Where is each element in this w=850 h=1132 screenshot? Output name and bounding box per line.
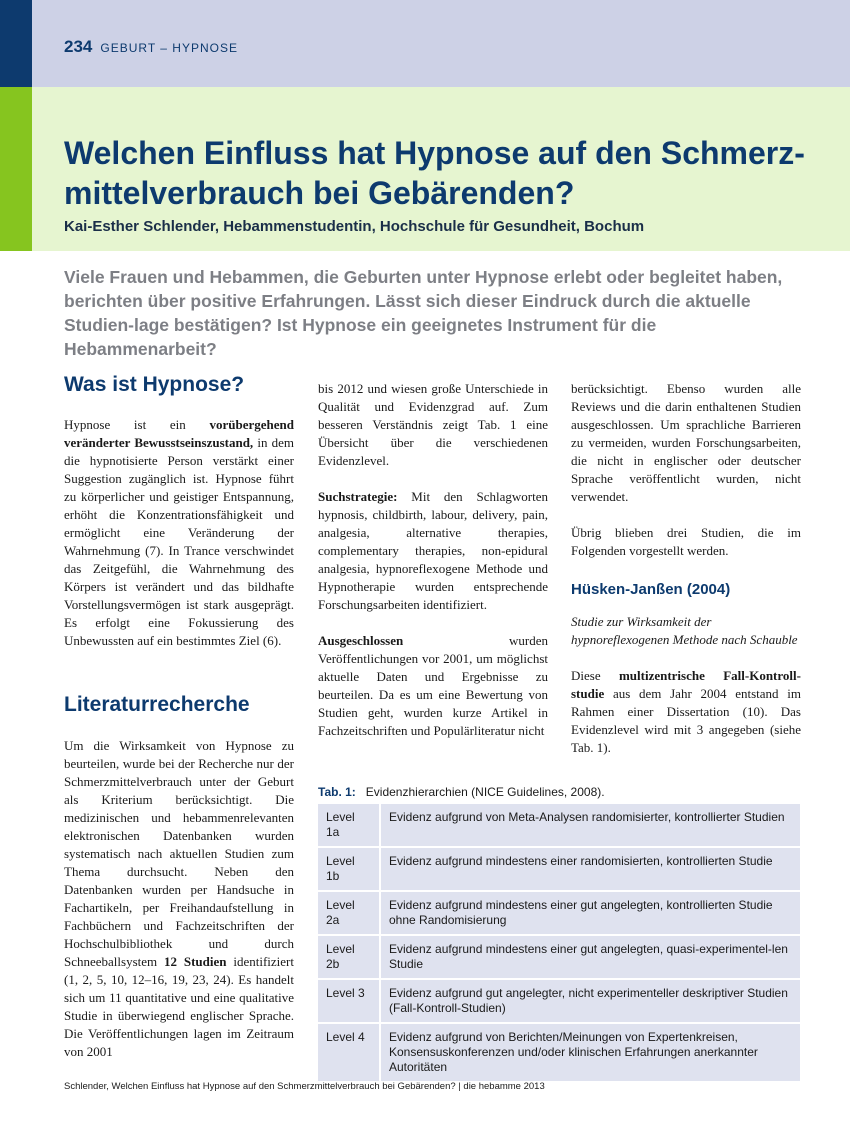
table-row [318,847,800,891]
paragraph [64,416,294,650]
table-caption [318,785,605,799]
bold-text: Suchstrategie: [318,489,398,504]
title-block [0,87,850,251]
column-3-block-1 [571,380,801,560]
bold-text: multizentrische Fall-Kontroll-studie [571,668,801,701]
text-span: aus dem Jahr 2004 entstand im Rahmen einer Dissertation (10). Das Evidenzlevel wird mit 3 angegeben (siehe Tab. 1). [571,686,801,755]
article-title [64,133,824,213]
paragraph: bis 2012 und wiesen große Unterschiede in Qualität und Evidenzgrad auf. Zum besseren Verständnis zeigt Tab. 1 eine Übersicht über die verschiedenen Evidenzlevel. [318,381,548,468]
paragraph: Übrig blieben drei Studien, die im Folgenden vorgestellt werden. [571,525,801,558]
evidence-table [318,804,800,1083]
evidence-description-cell: Evidenz aufgrund mindestens einer gut angelegten, quasi-experimentel-len Studie [380,935,800,979]
text-span: wurden Veröffentlichungen vor 2001, um möglichst aktuelle Daten und Ergebnisse zu beurteilen. Da es um eine Bewertung von Studien geht, wurden kurze Artikel in Fachzeitschriften und Populärliteratur nicht [318,633,548,738]
column-1-block-2 [64,737,294,1061]
evidence-table-body [318,804,800,1082]
evidence-level-cell: Level 1a [318,804,380,847]
evidence-description-cell: Evidenz aufgrund mindestens einer randomisierten, kontrollierten Studie [380,847,800,891]
evidence-level-cell: Level 2a [318,891,380,935]
text-span: identifiziert (1, 2, 5, 10, 12–16, 19, 23, 24). Es handelt sich um 11 quantitative und eine qualitative Studie in überwiegend englischer Sprache. Die Veröffentlichungen lagen im Zeitraum von 2001 [64,954,294,1059]
paragraph [571,667,801,757]
paragraph-excluded [318,632,548,740]
bold-text: Ausgeschlossen [318,633,404,648]
title-line-1: Welchen Einfluss hat Hypnose auf den Schmerz- [64,135,805,171]
study-subtitle: Studie zur Wirksamkeit der hypnoreflexogenen Methode nach Schauble [571,614,798,647]
table-row [318,1023,800,1082]
column-3-block-2 [571,613,801,757]
bold-text: vorübergehend veränderter Bewusstseinszustand, [64,417,294,450]
section-label: GEBURT – HYPNOSE [100,41,238,55]
bold-text: 12 Studien [164,954,227,969]
text-span: Um die Wirksamkeit von Hypnose zu beurteilen, wurde bei der Recherche nur der Schmerzmittelverbrauch unter der Geburt als Kriterium berücksichtigt. Die medizinischen und hebammenrelevanten elektronischen Datenbanken wurden systematisch nach aktuellen Studien zum Thema durchsucht. Neben den Datenbanken wurden per Handsuche in Fachartikeln, per Freihandaufstellung in Fachbüchern und Fachzeitschriften der Hochschulbibliothek und durch Schneeballsystem [64,738,294,969]
evidence-level-cell: Level 2b [318,935,380,979]
heading-was-ist-hypnose: Was ist Hypnose? [64,373,245,396]
table-row [318,804,800,847]
evidence-description-cell: Evidenz aufgrund von Berichten/Meinungen von Expertenkreisen, Konsensuskonferenzen und/oder klinischen Erfahrungen anerkannter Autoritäten [380,1023,800,1082]
evidence-description-cell: Evidenz aufgrund gut angelegter, nicht experimenteller deskriptiver Studien (Fall-Kontroll-Studien) [380,979,800,1023]
heading-literaturrecherche: Literaturrecherche [64,693,250,716]
evidence-description-cell: Evidenz aufgrund mindestens einer gut angelegten, kontrollierten Studie ohne Randomisierung [380,891,800,935]
evidence-level-cell: Level 3 [318,979,380,1023]
paragraph-search-strategy [318,488,548,614]
page-number: 234 [64,37,93,56]
title-line-2: mittelverbrauch bei Gebärenden? [64,175,575,211]
table-label: Tab. 1: [318,785,356,799]
table-row [318,891,800,935]
text-span: Diese [571,668,619,683]
running-header [0,0,850,87]
heading-huesken-janssen: Hüsken-Janßen (2004) [571,581,731,598]
paragraph [64,737,294,1061]
column-1-block-1 [64,416,294,650]
text-span: Mit den Schlagworten hypnosis, childbirth, labour, delivery, pain, analgesia, alternative therapies, complementary therapies, non-epidural analgesia, hypnoreflexogene Methode und Hypnotherapie wurden entsprechende Forschungsarbeiten identifiziert. [318,489,548,612]
header-accent-bar [0,0,32,87]
table-row [318,935,800,979]
table-caption-text: Evidenzhierarchien (NICE Guidelines, 2008). [365,785,605,799]
text-span: in dem die hypnotisierte Person verstärkt einer Suggestion zugänglich ist. Hypnose führt zu körperlicher und geistiger Entspannung, erhöht die Konzentrationsfähigkeit und ermöglicht eine Veränderung der Wahrnehmung (7). In Trance verschwindet das Zeitgefühl, die Wahrnehmung des Körpers ist verändert und das bildhafte Vorstellungsvermögen ist stark ausgeprägt. Es erfolgt eine Fokussierung des Unbewussten auf ein bestimmtes Ziel (6). [64,435,294,648]
lead-paragraph: Viele Frauen und Hebammen, die Geburten unter Hypnose erlebt oder begleitet haben, berichten über positive Erfahrungen. Lässt sich dieser Eindruck durch die aktuelle Studien-lage bestätigen? Ist Hypnose ein geeignetes Instrument für die Hebammenarbeit? [64,267,783,359]
evidence-level-cell: Level 1b [318,847,380,891]
table-row [318,979,800,1023]
evidence-level-cell: Level 4 [318,1023,380,1082]
running-header-text [64,37,238,57]
author-line: Kai-Esther Schlender, Hebammenstudentin, Hochschule für Gesundheit, Bochum [64,218,645,235]
page-footer: Schlender, Welchen Einfluss hat Hypnose auf den Schmerzmittelverbrauch bei Gebärenden? | die hebamme 2013 [64,1081,545,1092]
title-accent-bar [0,87,32,251]
column-2 [318,380,548,740]
paragraph: berücksichtigt. Ebenso wurden alle Reviews und die darin enthaltenen Studien ausgeschlossen. Um sprachliche Barrieren zu vermeiden, wurden Forschungsarbeiten, die nicht in englischer oder deutscher Sprache veröffentlicht wurden, nicht verwendet. [571,381,801,504]
text-span: Hypnose ist ein [64,417,210,432]
evidence-description-cell: Evidenz aufgrund von Meta-Analysen randomisierter, kontrollierter Studien [380,804,800,847]
